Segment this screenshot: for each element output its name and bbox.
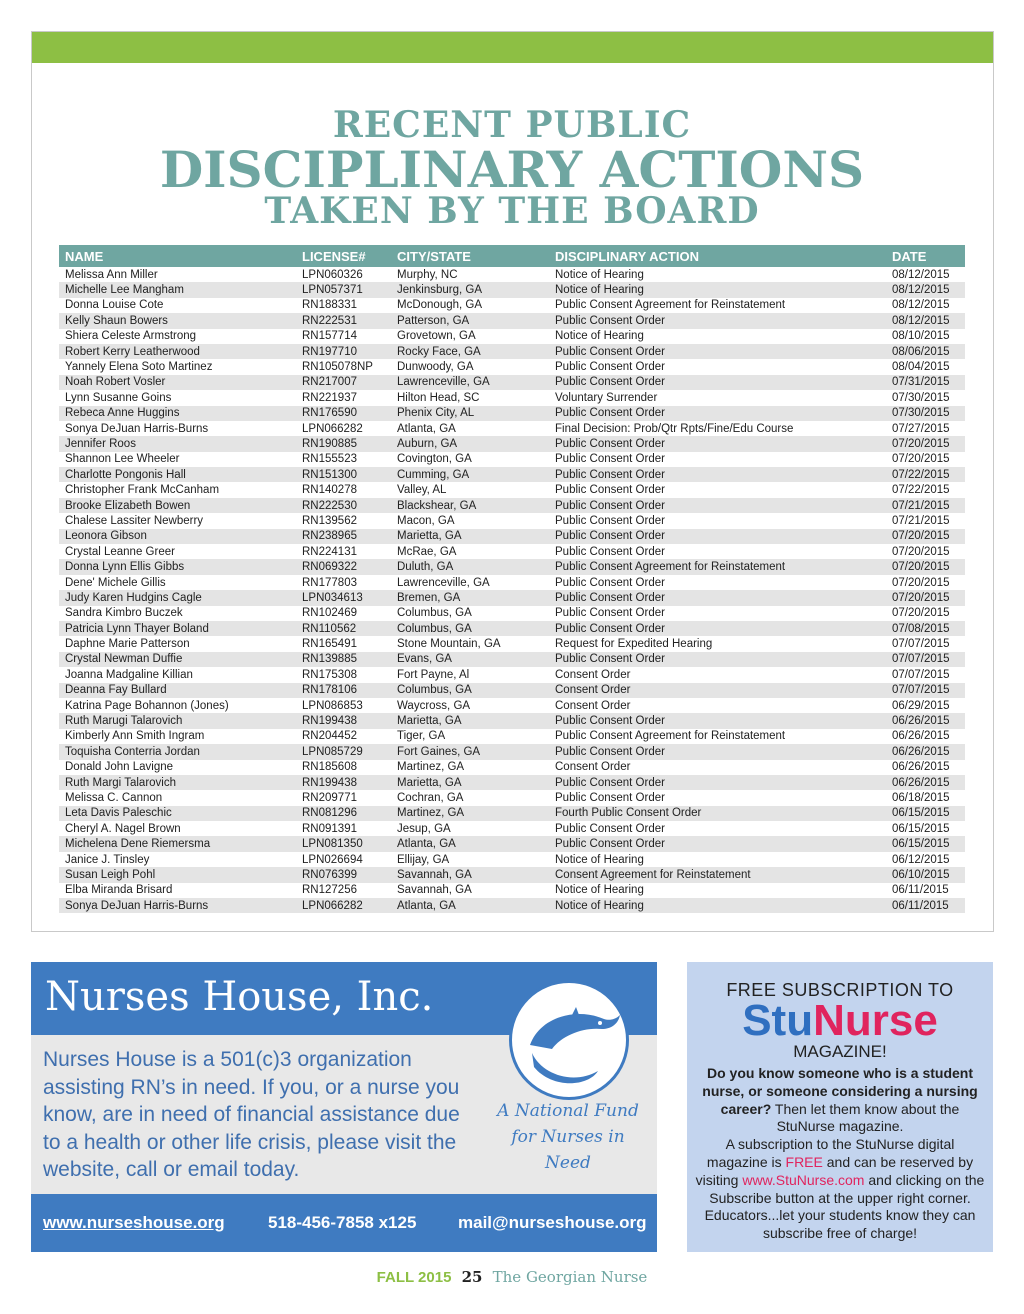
cell-city-state: Duluth, GA: [397, 561, 454, 574]
cell-date: 06/11/2015: [892, 884, 949, 897]
cell-action: Public Consent Order: [555, 376, 665, 389]
header-license: LICENSE#: [302, 248, 366, 264]
cell-city-state: Phenix City, AL: [397, 407, 475, 420]
cell-license: RN222530: [302, 499, 357, 512]
cell-action: Fourth Public Consent Order: [555, 807, 702, 820]
cell-name: Ruth Marugi Talarovich: [65, 715, 183, 728]
cell-license: RN151300: [302, 468, 357, 481]
cell-date: 07/30/2015: [892, 407, 950, 420]
cell-license: RN224131: [302, 545, 357, 558]
cell-city-state: Marietta, GA: [397, 715, 462, 728]
nurses-house-ad: [31, 962, 657, 1252]
stunurse-logo: [687, 996, 993, 1046]
table-row: [59, 359, 965, 374]
cell-city-state: Atlanta, GA: [397, 422, 456, 435]
cell-action: Public Consent Order: [555, 468, 665, 481]
cell-license: LPN066282: [302, 899, 363, 912]
cell-date: 08/06/2015: [892, 345, 950, 358]
cell-name: Melissa C. Cannon: [65, 791, 163, 804]
cell-city-state: Evans, GA: [397, 653, 452, 666]
table-row: [59, 836, 965, 851]
cell-name: Cheryl A. Nagel Brown: [65, 822, 181, 835]
cell-action: Notice of Hearing: [555, 330, 644, 343]
stunurse-text-4: and clicking on the Subscribe button at the upper right corner. Educators...let your students know they can subscribe free of charge!: [704, 1171, 985, 1242]
cell-city-state: Columbus, GA: [397, 622, 472, 635]
stunurse-text-3: and can be reserved by visiting: [695, 1153, 974, 1188]
header-city-state: CITY/STATE: [397, 248, 471, 264]
cell-date: 08/04/2015: [892, 361, 950, 374]
cell-action: Public Consent Order: [555, 484, 665, 497]
cell-license: LPN066282: [302, 422, 363, 435]
dolphin-icon: [509, 980, 629, 1100]
cell-city-state: Marietta, GA: [397, 776, 462, 789]
cell-license: RN221937: [302, 391, 357, 404]
cell-name: Charlotte Pongonis Hall: [65, 468, 186, 481]
table-row: [59, 267, 965, 282]
cell-action: Public Consent Order: [555, 499, 665, 512]
cell-name: Michelle Lee Mangham: [65, 284, 184, 297]
phone-number: 518-456-7858 x125: [268, 1213, 417, 1232]
nurses-house-title: Nurses House, Inc.: [45, 974, 434, 1020]
cell-date: 08/12/2015: [892, 314, 950, 327]
table-row: [59, 575, 965, 590]
cell-action: Public Consent Agreement for Reinstatement: [555, 299, 786, 312]
page-number: 25: [461, 1268, 483, 1286]
table-row: [59, 452, 965, 467]
cell-license: RN188331: [302, 299, 357, 312]
cell-name: Patricia Lynn Thayer Boland: [65, 622, 209, 635]
cell-city-state: Jenkinsburg, GA: [397, 284, 483, 297]
cell-license: RN176590: [302, 407, 357, 420]
cell-action: Public Consent Order: [555, 437, 665, 450]
stunurse-ad: [687, 962, 993, 1252]
cell-license: RN238965: [302, 530, 357, 543]
cell-name: Toquisha Conterria Jordan: [65, 745, 200, 758]
table-row: [59, 852, 965, 867]
cell-city-state: Columbus, GA: [397, 607, 472, 620]
table-row: [59, 683, 965, 698]
cell-action: Public Consent Order: [555, 653, 665, 666]
cell-action: Consent Order: [555, 699, 631, 712]
cell-name: Noah Robert Vosler: [65, 376, 166, 389]
table-row: [59, 344, 965, 359]
cell-date: 06/26/2015: [892, 776, 950, 789]
cell-license: RN175308: [302, 668, 357, 681]
cell-license: RN102469: [302, 607, 357, 620]
cell-date: 06/26/2015: [892, 761, 950, 774]
cell-action: Public Consent Order: [555, 838, 665, 851]
table-row: [59, 821, 965, 836]
cell-date: 07/20/2015: [892, 545, 950, 558]
table-row: [59, 298, 965, 313]
cell-city-state: Covington, GA: [397, 453, 472, 466]
cell-action: Voluntary Surrender: [555, 391, 658, 404]
cell-date: 07/08/2015: [892, 622, 950, 635]
cell-name: Shiera Celeste Armstrong: [65, 330, 197, 343]
cell-license: RN190885: [302, 437, 357, 450]
cell-city-state: Stone Mountain, GA: [397, 638, 501, 651]
cell-date: 06/15/2015: [892, 822, 950, 835]
cell-date: 07/20/2015: [892, 453, 950, 466]
cell-license: RN105078NP: [302, 361, 373, 374]
cell-license: RN091391: [302, 822, 357, 835]
cell-action: Public Consent Order: [555, 530, 665, 543]
cell-date: 06/15/2015: [892, 838, 950, 851]
cell-date: 07/20/2015: [892, 576, 950, 589]
cell-city-state: Fort Payne, Al: [397, 668, 470, 681]
cell-city-state: Atlanta, GA: [397, 838, 456, 851]
cell-name: Donna Lynn Ellis Gibbs: [65, 561, 185, 574]
cell-action: Public Consent Order: [555, 607, 665, 620]
stunurse-line-1: FREE SUBSCRIPTION TO: [726, 980, 954, 1000]
cell-name: Sandra Kimbro Buczek: [65, 607, 183, 620]
cell-license: RN165491: [302, 638, 357, 651]
cell-city-state: Dunwoody, GA: [397, 361, 474, 374]
table-row: [59, 898, 965, 913]
cell-name: Crystal Newman Duffie: [65, 653, 183, 666]
cell-name: Janice J. Tinsley: [65, 853, 150, 866]
cell-city-state: Savannah, GA: [397, 868, 472, 881]
cell-name: Daphne Marie Patterson: [65, 638, 190, 651]
cell-action: Notice of Hearing: [555, 884, 644, 897]
cell-date: 06/29/2015: [892, 699, 950, 712]
cell-license: RN155523: [302, 453, 357, 466]
cell-date: 07/27/2015: [892, 422, 950, 435]
table-row: [59, 421, 965, 436]
table-row: [59, 559, 965, 574]
cell-name: Leonora Gibson: [65, 530, 147, 543]
cell-license: RN178106: [302, 684, 357, 697]
table-row: [59, 498, 965, 513]
stunurse-text-2: A subscription to the StuNurse digital magazine is: [706, 1136, 955, 1170]
cell-name: Brooke Elizabeth Bowen: [65, 499, 191, 512]
cell-license: LPN086853: [302, 699, 363, 712]
cell-name: Chalese Lassiter Newberry: [65, 514, 204, 527]
cell-license: RN217007: [302, 376, 357, 389]
cell-action: Consent Order: [555, 668, 631, 681]
cell-action: Public Consent Order: [555, 407, 665, 420]
cell-action: Public Consent Agreement for Reinstatement: [555, 561, 786, 574]
cell-city-state: Jesup, GA: [397, 822, 451, 835]
cell-city-state: Macon, GA: [397, 514, 455, 527]
table-row: [59, 867, 965, 882]
cell-name: Ruth Margi Talarovich: [65, 776, 177, 789]
cell-city-state: Blackshear, GA: [397, 499, 477, 512]
header-disciplinary-action: DISCIPLINARY ACTION: [555, 248, 699, 264]
cell-city-state: Auburn, GA: [397, 437, 458, 450]
footer-season: FALL 2015: [376, 1269, 452, 1286]
tagline-line-2: for Nurses in Need: [511, 1127, 625, 1173]
cell-city-state: Fort Gaines, GA: [397, 745, 481, 758]
cell-date: 06/10/2015: [892, 868, 950, 881]
cell-license: RN222531: [302, 314, 357, 327]
cell-city-state: Grovetown, GA: [397, 330, 476, 343]
cell-name: Shannon Lee Wheeler: [65, 453, 180, 466]
table-row: [59, 544, 965, 559]
cell-city-state: Cumming, GA: [397, 468, 470, 481]
cell-date: 07/30/2015: [892, 391, 950, 404]
table-row: [59, 606, 965, 621]
cell-license: RN199438: [302, 776, 357, 789]
table-row: [59, 482, 965, 497]
cell-action: Public Consent Order: [555, 514, 665, 527]
cell-name: Jennifer Roos: [65, 437, 136, 450]
cell-date: 08/12/2015: [892, 284, 950, 297]
nurses-house-body: Nurses House is a 501(c)3 organization assisting RN’s in need. If you, or a nurse you know, are in need of financial assistance due to a health or other life crisis, please visit the website, call or email today.: [43, 1048, 460, 1181]
cell-city-state: Valley, AL: [397, 484, 447, 497]
cell-date: 08/12/2015: [892, 268, 950, 281]
cell-date: 07/31/2015: [892, 376, 950, 389]
cell-license: RN139562: [302, 514, 357, 527]
cell-action: Consent Agreement for Reinstatement: [555, 868, 751, 881]
cell-city-state: Bremen, GA: [397, 591, 461, 604]
cell-city-state: Atlanta, GA: [397, 899, 456, 912]
magazine-name: The Georgian Nurse: [492, 1268, 648, 1286]
cell-action: Public Consent Order: [555, 776, 665, 789]
cell-date: 06/26/2015: [892, 715, 950, 728]
cell-name: Susan Leigh Pohl: [65, 868, 156, 881]
cell-date: 07/21/2015: [892, 514, 950, 527]
cell-action: Final Decision: Prob/Qtr Rpts/Fine/Edu Course: [555, 422, 794, 435]
cell-date: 08/12/2015: [892, 299, 950, 312]
table-row: [59, 806, 965, 821]
logo-stu: Stu: [742, 996, 814, 1045]
cell-license: RN069322: [302, 561, 357, 574]
cell-city-state: Ellijay, GA: [397, 853, 450, 866]
cell-date: 07/20/2015: [892, 607, 950, 620]
tagline-line-1: A National Fund: [497, 1101, 639, 1121]
cell-city-state: Savannah, GA: [397, 884, 472, 897]
cell-action: Notice of Hearing: [555, 268, 644, 281]
cell-name: Joanna Madgaline Killian: [65, 668, 193, 681]
cell-city-state: Murphy, NC: [397, 268, 458, 281]
cell-name: Kimberly Ann Smith Ingram: [65, 730, 205, 743]
stunurse-line-3: MAGAZINE!: [793, 1042, 887, 1061]
table-row: [59, 652, 965, 667]
cell-action: Notice of Hearing: [555, 853, 644, 866]
cell-date: 07/07/2015: [892, 668, 950, 681]
logo-nurse: Nurse: [813, 996, 938, 1045]
cell-name: Donna Louise Cote: [65, 299, 164, 312]
cell-license: LPN057371: [302, 284, 363, 297]
heading-line-3: TAKEN BY THE BOARD: [264, 190, 760, 232]
table-row: [59, 513, 965, 528]
heading-line-1: RECENT PUBLIC: [332, 104, 692, 146]
table-row: [59, 698, 965, 713]
cell-license: RN139885: [302, 653, 357, 666]
cell-name: Christopher Frank McCanham: [65, 484, 220, 497]
cell-city-state: Lawrenceville, GA: [397, 576, 490, 589]
cell-action: Consent Order: [555, 684, 631, 697]
cell-action: Public Consent Order: [555, 822, 665, 835]
cell-name: Elba Miranda Brisard: [65, 884, 173, 897]
cell-action: Notice of Hearing: [555, 899, 644, 912]
cell-action: Public Consent Order: [555, 576, 665, 589]
cell-action: Public Consent Agreement for Reinstatement: [555, 730, 786, 743]
cell-action: Notice of Hearing: [555, 284, 644, 297]
cell-city-state: McDonough, GA: [397, 299, 483, 312]
cell-date: 06/12/2015: [892, 853, 950, 866]
table-body: [59, 267, 965, 913]
heading-line-2: DISCIPLINARY ACTIONS: [159, 140, 865, 199]
website-link[interactable]: www.nurseshouse.org: [43, 1213, 225, 1232]
cell-date: 07/20/2015: [892, 530, 950, 543]
cell-action: Public Consent Order: [555, 453, 665, 466]
cell-license: RN110562: [302, 622, 357, 635]
cell-date: 07/20/2015: [892, 437, 950, 450]
cell-city-state: Cochran, GA: [397, 791, 464, 804]
cell-city-state: Waycross, GA: [397, 699, 471, 712]
cell-name: Dene' Michele Gillis: [65, 576, 166, 589]
cell-date: 07/07/2015: [892, 638, 950, 651]
cell-action: Public Consent Order: [555, 715, 665, 728]
header-name: NAME: [65, 248, 104, 264]
stunurse-question: Do you know someone who is a student nurse, or someone considering a nursing career?: [702, 1065, 978, 1117]
cell-name: Robert Kerry Leatherwood: [65, 345, 200, 358]
table-row: [59, 790, 965, 805]
table-row: [59, 775, 965, 790]
page-footer: [0, 1268, 1024, 1286]
cell-license: LPN034613: [302, 591, 363, 604]
cell-action: Public Consent Order: [555, 345, 665, 358]
cell-license: RN204452: [302, 730, 357, 743]
table-row: [59, 282, 965, 297]
table-row: [59, 375, 965, 390]
cell-date: 06/15/2015: [892, 807, 950, 820]
table-row: [59, 390, 965, 405]
cell-date: 07/20/2015: [892, 591, 950, 604]
cell-license: RN081296: [302, 807, 357, 820]
cell-name: Crystal Leanne Greer: [65, 545, 175, 558]
cell-date: 07/07/2015: [892, 653, 950, 666]
cell-name: Melissa Ann Miller: [65, 268, 158, 281]
cell-date: 06/18/2015: [892, 791, 950, 804]
stunurse-url-link[interactable]: www.StuNurse.com: [742, 1171, 865, 1188]
stunurse-text-1: Then let them know about the StuNurse magazine.: [771, 1100, 960, 1135]
nurses-house-contact-bar: [31, 1194, 657, 1252]
cell-city-state: Martinez, GA: [397, 761, 465, 774]
cell-name: Deanna Fay Bullard: [65, 684, 167, 697]
table-header: [59, 245, 965, 267]
cell-date: 06/26/2015: [892, 730, 950, 743]
cell-license: RN197710: [302, 345, 357, 358]
cell-name: Rebeca Anne Huggins: [65, 407, 180, 420]
table-row: [59, 313, 965, 328]
cell-city-state: Patterson, GA: [397, 314, 470, 327]
cell-action: Public Consent Order: [555, 745, 665, 758]
cell-city-state: Marietta, GA: [397, 530, 462, 543]
table-row: [59, 636, 965, 651]
table-row: [59, 467, 965, 482]
cell-license: RN076399: [302, 868, 357, 881]
cell-city-state: Tiger, GA: [397, 730, 446, 743]
table-row: [59, 590, 965, 605]
table-row: [59, 621, 965, 636]
cell-license: RN199438: [302, 715, 357, 728]
table-row: [59, 760, 965, 775]
cell-license: RN209771: [302, 791, 357, 804]
cell-date: 06/11/2015: [892, 899, 949, 912]
nurses-house-tagline: [493, 1098, 643, 1176]
cell-license: RN185608: [302, 761, 357, 774]
cell-name: Donald John Lavigne: [65, 761, 174, 774]
cell-action: Consent Order: [555, 761, 631, 774]
cell-name: Sonya DeJuan Harris-Burns: [65, 422, 209, 435]
email-link[interactable]: mail@nurseshouse.org: [458, 1213, 647, 1232]
cell-city-state: Columbus, GA: [397, 684, 472, 697]
cell-action: Public Consent Order: [555, 545, 665, 558]
cell-action: Public Consent Order: [555, 622, 665, 635]
table-row: [59, 436, 965, 451]
cell-name: Leta Davis Paleschic: [65, 807, 172, 820]
cell-license: LPN060326: [302, 268, 363, 281]
cell-action: Public Consent Order: [555, 591, 665, 604]
cell-date: 07/07/2015: [892, 684, 950, 697]
table-row: [59, 713, 965, 728]
cell-date: 07/20/2015: [892, 561, 950, 574]
table-row: [59, 729, 965, 744]
stunurse-free: FREE: [785, 1153, 823, 1170]
disciplinary-actions-table: [59, 245, 965, 913]
cell-license: LPN081350: [302, 838, 363, 851]
table-row: [59, 406, 965, 421]
cell-name: Lynn Susanne Goins: [65, 391, 172, 404]
cell-license: RN140278: [302, 484, 357, 497]
header-date: DATE: [892, 248, 927, 264]
cell-name: Sonya DeJuan Harris-Burns: [65, 899, 209, 912]
cell-name: Michelena Dene Riemersma: [65, 838, 211, 851]
table-row: [59, 529, 965, 544]
cell-license: RN127256: [302, 884, 357, 897]
table-row: [59, 744, 965, 759]
cell-date: 07/22/2015: [892, 468, 950, 481]
cell-license: RN177803: [302, 576, 357, 589]
cell-city-state: Rocky Face, GA: [397, 345, 481, 358]
table-row: [59, 883, 965, 898]
cell-action: Request for Expedited Hearing: [555, 638, 713, 651]
cell-date: 08/10/2015: [892, 330, 950, 343]
cell-city-state: Hilton Head, SC: [397, 391, 480, 404]
cell-name: Kelly Shaun Bowers: [65, 314, 168, 327]
table-row: [59, 667, 965, 682]
cell-city-state: Martinez, GA: [397, 807, 465, 820]
cell-action: Public Consent Order: [555, 361, 665, 374]
cell-name: Yannely Elena Soto Martinez: [65, 361, 213, 374]
table-row: [59, 329, 965, 344]
cell-city-state: McRae, GA: [397, 545, 457, 558]
cell-date: 07/21/2015: [892, 499, 950, 512]
cell-date: 06/26/2015: [892, 745, 950, 758]
cell-license: LPN085729: [302, 745, 363, 758]
cell-name: Judy Karen Hudgins Cagle: [65, 591, 202, 604]
cell-license: RN157714: [302, 330, 357, 343]
cell-action: Public Consent Order: [555, 791, 665, 804]
cell-city-state: Lawrenceville, GA: [397, 376, 490, 389]
cell-license: LPN026694: [302, 853, 363, 866]
cell-date: 07/22/2015: [892, 484, 950, 497]
cell-action: Public Consent Order: [555, 314, 665, 327]
stunurse-body: [695, 1065, 985, 1243]
cell-name: Katrina Page Bohannon (Jones): [65, 699, 229, 712]
